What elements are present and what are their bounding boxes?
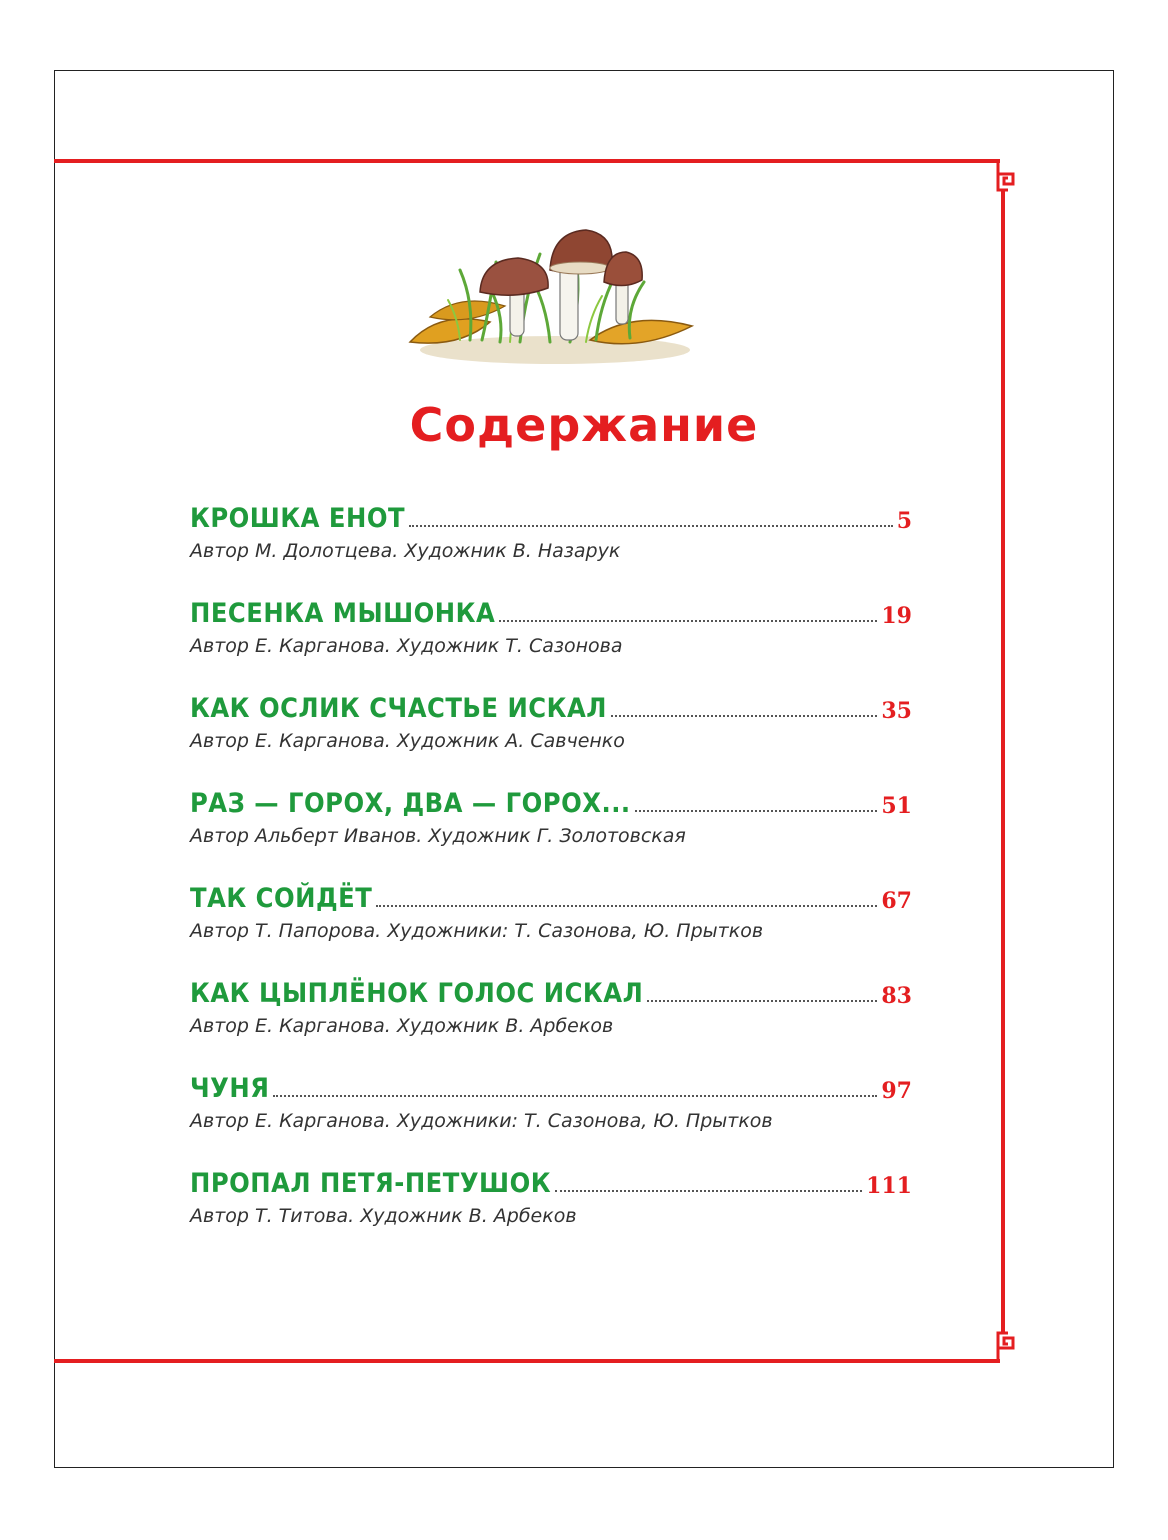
toc-entry-line (190, 880, 912, 914)
toc-entry-title[interactable]: ПРОПАЛ ПЕТЯ-ПЕТУШОК (190, 1168, 552, 1199)
toc-dot-leader (376, 905, 877, 907)
toc-entry-credit: Автор Е. Карганова. Художники: Т. Сазонова, Ю. Прытков (190, 1110, 773, 1132)
toc-entry-line (190, 785, 912, 819)
toc-dot-leader (499, 620, 877, 622)
toc-dot-leader (611, 715, 877, 717)
toc-entry-page-number: 51 (881, 793, 912, 819)
toc-entry-line (190, 500, 912, 534)
toc-entry-page-number: 111 (866, 1173, 912, 1199)
corner-ornament-top (998, 161, 1013, 190)
toc-dot-leader (635, 810, 878, 812)
toc-entry-line (190, 975, 912, 1009)
toc-entry-title[interactable]: КАК ЦЫПЛЁНОК ГОЛОС ИСКАЛ (190, 978, 644, 1009)
toc-entry-title[interactable]: ТАК СОЙДЁТ (190, 883, 373, 914)
toc-entry-line (190, 1070, 912, 1104)
toc-entry-title[interactable]: КРОШКА ЕНОТ (190, 503, 406, 534)
toc-entry[interactable] (190, 1165, 912, 1260)
toc-entry-credit: Автор Е. Карганова. Художник Т. Сазонова (190, 635, 623, 657)
toc-entry[interactable] (190, 880, 912, 975)
toc-entry-page-number: 19 (881, 603, 912, 629)
toc-dot-leader (647, 1000, 877, 1002)
toc-entry-line (190, 595, 912, 629)
mushrooms-illustration (400, 222, 710, 372)
toc-entry-credit: Автор Т. Титова. Художник В. Арбеков (190, 1205, 577, 1227)
toc-entry-page-number: 5 (896, 508, 912, 534)
toc-dot-leader (273, 1095, 877, 1097)
toc-entry-line (190, 690, 912, 724)
toc-entry-page-number: 97 (881, 1078, 912, 1104)
toc-entry[interactable] (190, 1070, 912, 1165)
table-of-contents (190, 500, 912, 1260)
toc-entry-credit: Автор М. Долотцева. Художник В. Назарук (190, 540, 621, 562)
toc-entry-credit: Автор Альберт Иванов. Художник Г. Золотовская (190, 825, 686, 847)
page-title: Содержание (409, 398, 759, 452)
toc-entry[interactable] (190, 690, 912, 785)
toc-entry-page-number: 35 (881, 698, 912, 724)
toc-dot-leader (555, 1190, 862, 1192)
toc-entry-credit: Автор Т. Папорова. Художники: Т. Сазонова, Ю. Прытков (190, 920, 764, 942)
toc-entry-line (190, 1165, 912, 1199)
toc-entry-credit: Автор Е. Карганова. Художник В. Арбеков (190, 1015, 614, 1037)
toc-entry-title[interactable]: ЧУНЯ (190, 1073, 270, 1104)
toc-entry-title[interactable]: ПЕСЕНКА МЫШОНКА (190, 598, 496, 629)
toc-entry[interactable] (190, 595, 912, 690)
toc-entry[interactable] (190, 975, 912, 1070)
toc-entry[interactable] (190, 785, 912, 880)
toc-entry-page-number: 67 (881, 888, 912, 914)
toc-entry-credit: Автор Е. Карганова. Художник А. Савченко (190, 730, 625, 752)
corner-ornament-bottom (998, 1333, 1013, 1361)
toc-dot-leader (409, 525, 893, 527)
toc-entry-title[interactable]: КАК ОСЛИК СЧАСТЬЕ ИСКАЛ (190, 693, 607, 724)
toc-entry[interactable] (190, 500, 912, 595)
toc-entry-title[interactable]: РАЗ — ГОРОХ, ДВА — ГОРОХ... (190, 788, 631, 819)
toc-entry-page-number: 83 (881, 983, 912, 1009)
